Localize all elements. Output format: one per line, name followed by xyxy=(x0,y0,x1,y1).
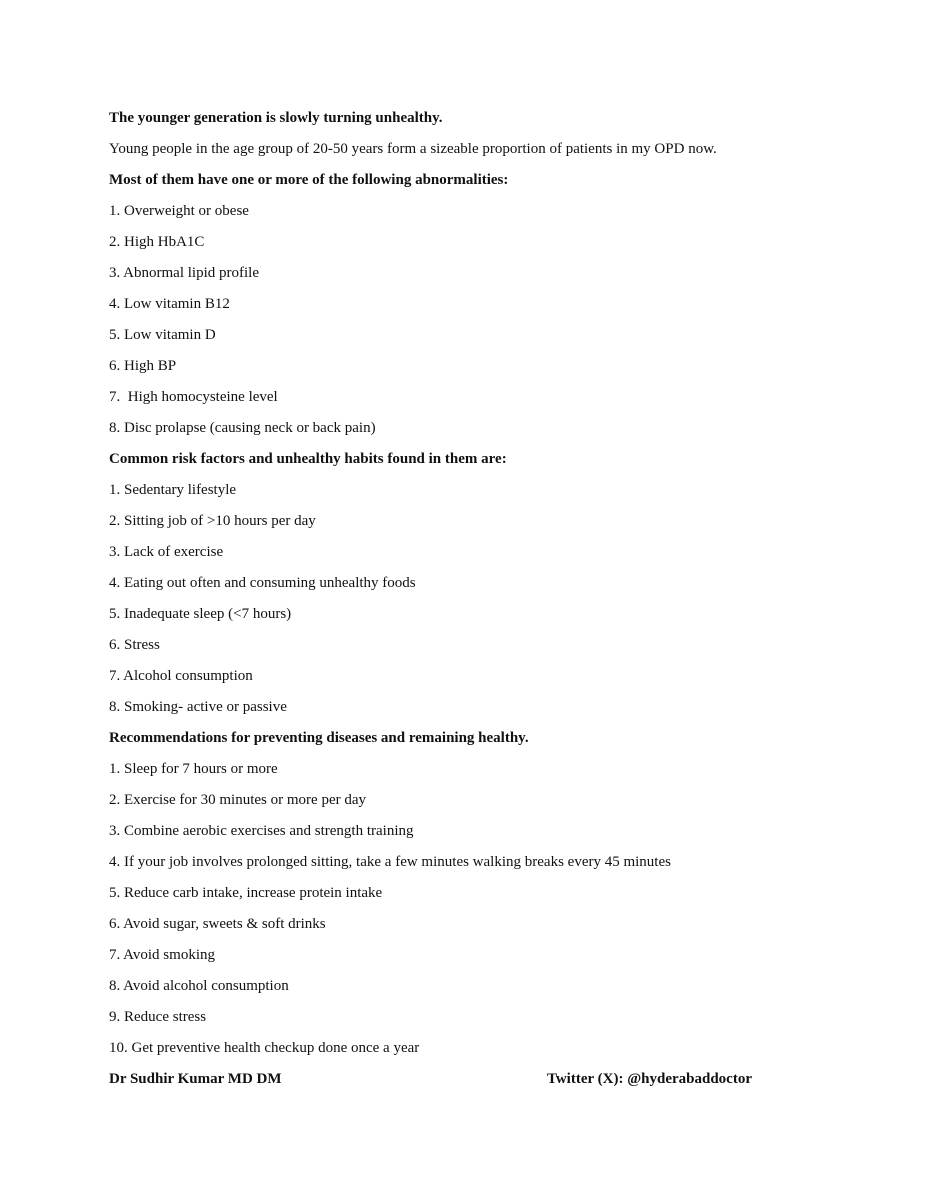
footer xyxy=(109,1068,752,1099)
main-heading: The younger generation is slowly turning unhealthy. xyxy=(109,110,443,126)
list-item: 5. Inadequate sleep (<7 hours) xyxy=(109,606,292,622)
list-item: 4. Eating out often and consuming unhealthy foods xyxy=(109,575,416,591)
list-item: 3. Abnormal lipid profile xyxy=(109,265,259,281)
author-signature: Dr Sudhir Kumar MD DM xyxy=(109,1071,282,1087)
list-item: 2. Exercise for 30 minutes or more per day xyxy=(109,792,366,808)
risk-factors-heading: Common risk factors and unhealthy habits found in them are: xyxy=(109,451,507,467)
list-item: 1. Sedentary lifestyle xyxy=(109,482,237,498)
abnormalities-list xyxy=(109,200,869,448)
list-item: 7. Alcohol consumption xyxy=(109,668,253,684)
recommendations-list xyxy=(109,758,869,1068)
list-item: 7. Avoid smoking xyxy=(109,947,215,963)
list-item: 8. Avoid alcohol consumption xyxy=(109,978,289,994)
list-item: 1. Overweight or obese xyxy=(109,203,249,219)
list-item: 6. High BP xyxy=(109,358,177,374)
list-item: 8. Disc prolapse (causing neck or back pain) xyxy=(109,420,376,436)
recommendations-heading: Recommendations for preventing diseases and remaining healthy. xyxy=(109,730,529,746)
twitter-handle: Twitter (X): @hyderabaddoctor xyxy=(546,1071,752,1087)
list-item: 2. High HbA1C xyxy=(109,234,205,250)
risk-factors-list xyxy=(109,479,869,727)
list-item: 8. Smoking- active or passive xyxy=(109,699,287,715)
list-item: 5. Reduce carb intake, increase protein intake xyxy=(109,885,383,901)
list-item: 4. If your job involves prolonged sitting, take a few minutes walking breaks every 45 minutes xyxy=(109,854,671,870)
list-item: 10. Get preventive health checkup done once a year xyxy=(109,1040,420,1056)
list-item: 6. Stress xyxy=(109,637,160,653)
list-item: 3. Lack of exercise xyxy=(109,544,224,560)
list-item: 5. Low vitamin D xyxy=(109,327,216,343)
list-item: 3. Combine aerobic exercises and strength training xyxy=(109,823,414,839)
list-item: 7. High homocysteine level xyxy=(109,389,278,405)
list-item: 4. Low vitamin B12 xyxy=(109,296,230,312)
list-item: 9. Reduce stress xyxy=(109,1009,207,1025)
document-page xyxy=(109,107,869,1099)
list-item: 1. Sleep for 7 hours or more xyxy=(109,761,278,777)
list-item: 6. Avoid sugar, sweets & soft drinks xyxy=(109,916,326,932)
intro-statement: Young people in the age group of 20-50 years form a sizeable proportion of patients in my OPD now. xyxy=(109,141,717,157)
list-item: 2. Sitting job of >10 hours per day xyxy=(109,513,316,529)
abnormalities-heading: Most of them have one or more of the following abnormalities: xyxy=(109,172,509,188)
